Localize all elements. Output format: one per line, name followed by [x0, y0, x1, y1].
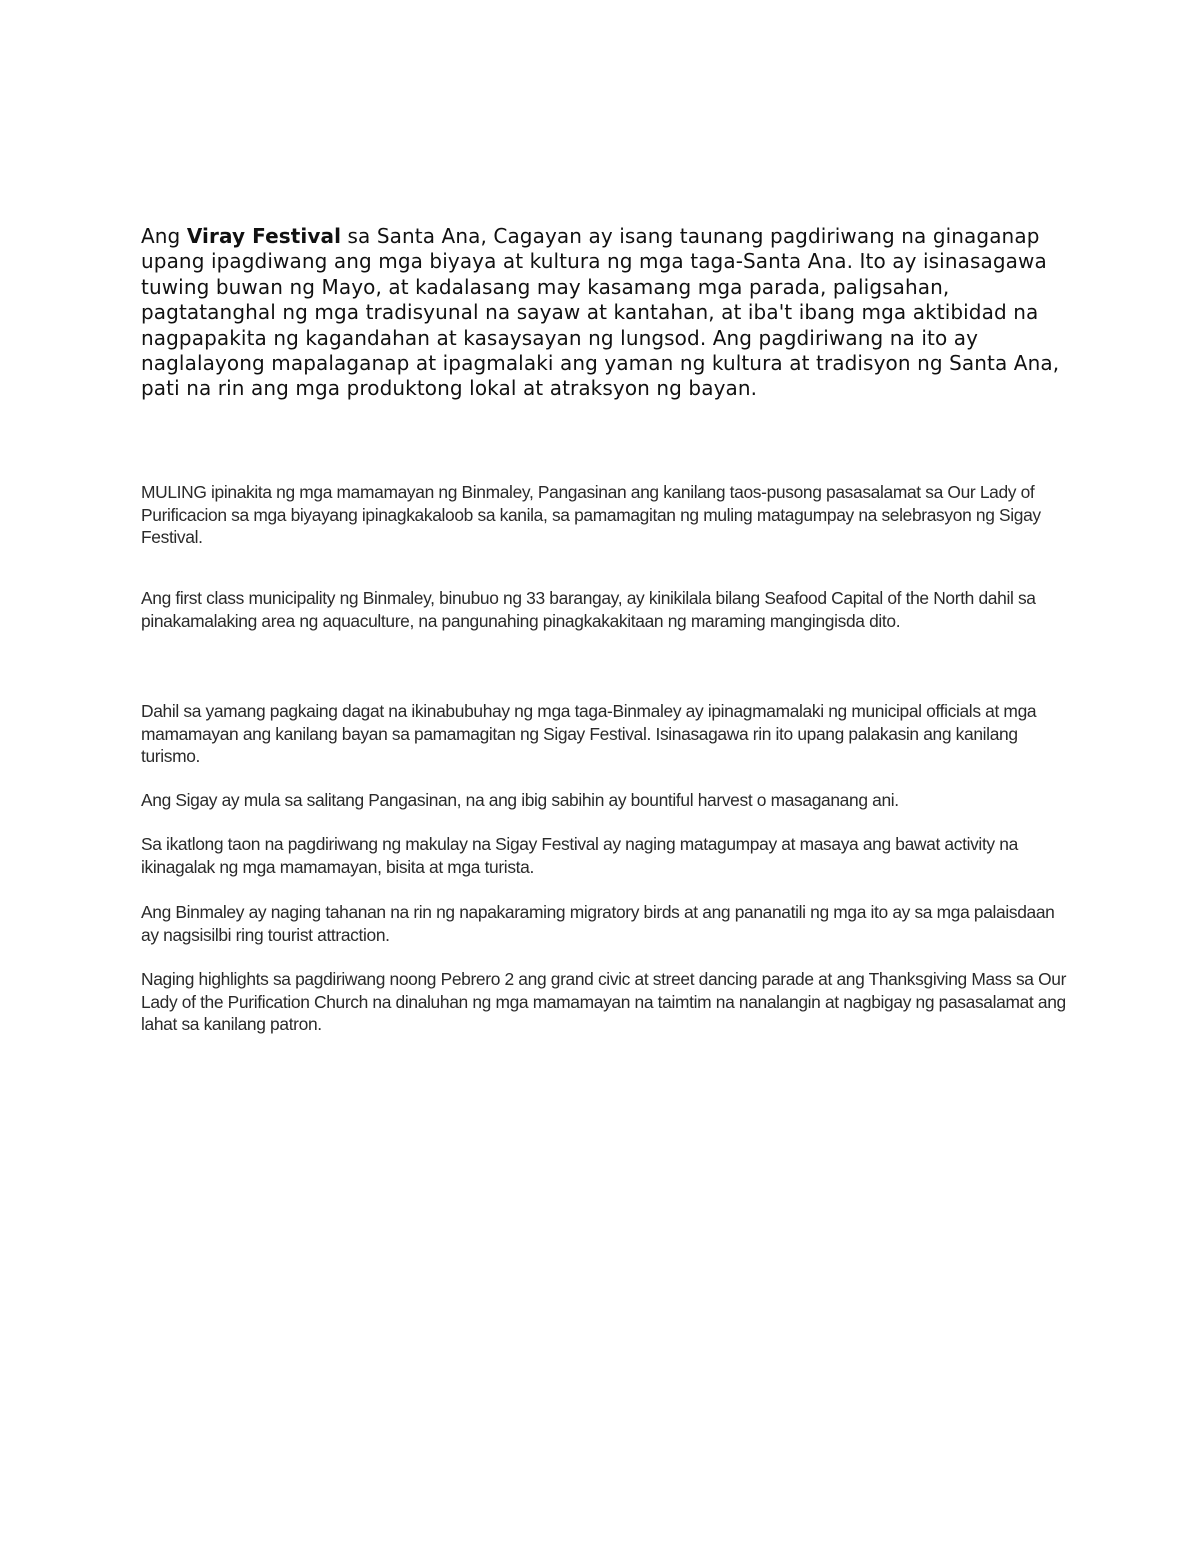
paragraph-migratory-birds: Ang Binmaley ay naging tahanan na rin ng napakaraming migratory birds at ang pananatili ng mga ito ay sa mga palaisdaan ay nagsisilbi ring tourist attraction. — [141, 902, 1055, 945]
intro-text: sa Santa Ana, Cagayan ay isang taunang pagdiriwang na ginaganap upang ipagdiwang ang mga biyaya at kultura ng mga taga-Santa Ana. Ito ay isinasagawa tuwing buwan ng Mayo, at kadalasang may kasamang mga parada, paligsahan, pagtatanghal ng mga tradisyunal na sayaw at kantahan, at iba't ibang mga aktibidad na nagpapakita ng kagandahan at kasaysayan ng lungsod. Ang pagdiriwang na ito ay naglalayong mapalaganap at ipagmalaki ang yaman ng kultura at tradisyon ng Santa Ana, pati na rin ang mga produktong lokal at atraksyon ng bayan. — [141, 224, 1060, 401]
paragraph-yamang-pagkaing-dagat: Dahil sa yamang pagkaing dagat na ikinabubuhay ng mga taga-Binmaley ay ipinagmamalaki ng municipal officials at mga mamamayan ang kanilang bayan sa pamamagitan ng Sigay Festival. Isinasagawa rin ito upang palakasin ang kanilang turismo. — [141, 701, 1037, 767]
paragraph-first-class-municipality: Ang first class municipality ng Binmaley, binubuo ng 33 barangay, ay kinikilala bilang Seafood Capital of the North dahil sa pinakamalaking area ng aquaculture, na pangunahing pinagkakakitaan ng maraming mangingisda dito. — [141, 588, 1036, 631]
paragraph-muling: MULING ipinakita ng mga mamamayan ng Binmaley, Pangasinan ang kanilang taos-pusong pasasalamat sa Our Lady of Purificacion sa mga biyayang ipinagkakaloob sa kanila, sa pamamagitan ng muling matagumpay na selebrasyon ng Sigay Festival. — [141, 482, 1041, 548]
intro-prefix: Ang — [141, 224, 187, 248]
paragraph-sigay-meaning: Ang Sigay ay mula sa salitang Pangasinan, na ang ibig sabihin ay bountiful harvest o masaganang ani. — [141, 790, 899, 810]
festival-name: Viray Festival — [186, 224, 342, 248]
intro-paragraph — [141, 224, 1081, 402]
paragraph-highlights: Naging highlights sa pagdiriwang noong Pebrero 2 ang grand civic at street dancing parade at ang Thanksgiving Mass sa Our Lady of the Purification Church na dinaluhan ng mga mamamayan na taimtim na nanalangin at nagbigay ng pasasalamat ang lahat sa kanilang patron. — [141, 969, 1067, 1035]
paragraph-ikatlong-taon: Sa ikatlong taon na pagdiriwang ng makulay na Sigay Festival ay naging matagumpay at masaya ang bawat activity na ikinagalak ng mga mamamayan, bisita at mga turista. — [141, 834, 1018, 877]
